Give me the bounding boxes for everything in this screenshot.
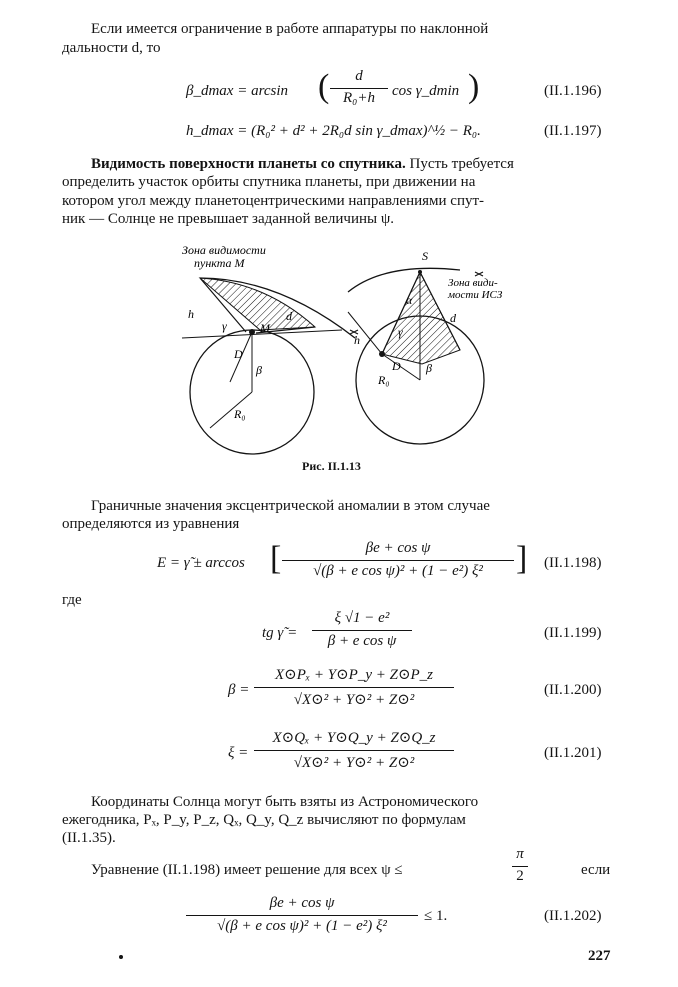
footer-dot (119, 955, 123, 959)
where-word: где (62, 592, 82, 608)
eq196-tail: cos γ_dmin (392, 83, 460, 99)
left-label-M: M (260, 321, 270, 335)
right-label-D: D (392, 359, 401, 373)
eq198-close-bracket: ] (516, 540, 528, 577)
figure-caption: Рис. II.1.13 (302, 459, 361, 473)
eq199-fraction-bar (312, 630, 412, 631)
left-zone-label-1: Зона видимости (182, 243, 266, 257)
eq202-denominator: √(β + e cos ψ)² + (1 − e²) ξ² (217, 918, 387, 934)
eq196-lhs: β_dmax = arcsin (186, 83, 289, 99)
eq196-numerator: d (355, 68, 363, 84)
eq201-number: (II.1.201) (544, 745, 602, 761)
paragraph-2-line-3: котором угол между планетоцентрическими направлениями спут- (62, 193, 485, 209)
right-point-S (418, 270, 422, 274)
eq201-fraction-bar (254, 750, 454, 751)
eq197-number: (II.1.197) (544, 123, 602, 139)
eq199-denominator: β + e cos ψ (327, 633, 397, 649)
eq201-lhs: ξ = (228, 745, 249, 761)
left-diagram (182, 243, 358, 454)
right-satellite-marker (475, 272, 483, 276)
right-label-d: d (450, 311, 456, 325)
eq198-denominator: √(β + e cos ψ)² + (1 − e²) ξ² (313, 563, 483, 579)
right-label-h: h (354, 333, 360, 347)
eq198-number: (II.1.198) (544, 555, 602, 571)
eq196-denominator: R₀+h (343, 90, 375, 106)
left-label-beta: β (256, 363, 262, 377)
paragraph-1-line-2: дальности d, то (62, 40, 161, 56)
paragraph-1-line-1: Если имеется ограничение в работе аппаратуры по наклонной (91, 21, 489, 37)
eq200-lhs: β = (228, 682, 250, 698)
eq201-numerator: X⊙Qₓ + Y⊙Q_y + Z⊙Q_z (272, 730, 436, 746)
paragraph-4-line-1: Координаты Солнца могут быть взяты из Астрономического (91, 794, 479, 810)
eq198-numerator: βe + cos ψ (365, 540, 431, 556)
right-zone-label-1: Зона види- (448, 277, 498, 289)
paragraph-4-line-3: (II.1.35). (62, 830, 116, 846)
left-label-R0: R₀ (234, 407, 246, 421)
right-orbit-arc (348, 268, 460, 292)
pi-numerator: π (516, 846, 524, 862)
paragraph-3-line-2: определяются из уравнения (62, 516, 240, 532)
left-label-D: D (234, 347, 243, 361)
pi-fraction-bar (512, 866, 528, 867)
eq200-numerator: X⊙Pₓ + Y⊙P_y + Z⊙P_z (274, 667, 434, 683)
eq202-numerator: βe + cos ψ (269, 895, 335, 911)
right-label-beta: β (426, 361, 432, 375)
eq196-close-paren: ) (468, 68, 480, 105)
paragraph-4-line-2: ежегодника, Pₓ, P_y, P_z, Qₓ, Q_y, Q_z вычисляют по формулам (62, 812, 466, 828)
left-point-M (249, 329, 255, 335)
paragraph-2-line-2: определить участок орбиты спутника планеты, при движении на (62, 174, 476, 190)
paragraph-2-line-1-rest: Пусть требуется (405, 156, 514, 172)
eq200-fraction-bar (254, 687, 454, 688)
eq196-number: (II.1.196) (544, 83, 602, 99)
eq200-number: (II.1.200) (544, 682, 602, 698)
eq199-number: (II.1.199) (544, 625, 602, 641)
page-number: 227 (588, 948, 611, 964)
right-surface-point (379, 351, 385, 357)
eq198-fraction-bar (282, 560, 514, 561)
eq202-rhs: ≤ 1. (424, 908, 448, 924)
eq199-numerator: ξ √1 − e² (334, 610, 390, 626)
paragraph-5-if: если (581, 862, 611, 878)
paragraph-3-line-1: Граничные значения эксцентрической аномалии в этом случае (91, 498, 490, 514)
paragraph-2-heading: Видимость поверхности планеты со спутника. (91, 156, 406, 172)
eq198-open-bracket: [ (270, 540, 282, 577)
pi-denominator: 2 (516, 868, 524, 884)
eq196-open-paren: ( (318, 68, 330, 105)
right-diagram (348, 249, 503, 444)
eq200-denominator: √X⊙² + Y⊙² + Z⊙² (293, 692, 415, 708)
paragraph-5-line-1: Уравнение (II.1.198) имеет решение для всех ψ ≤ (91, 862, 403, 878)
left-label-gamma: γ (222, 319, 227, 333)
right-label-gamma: γ (398, 325, 403, 339)
right-zone-label-2: мости ИСЗ (448, 289, 503, 301)
eq198-lhs: E = γ̃ ± arccos (157, 555, 245, 571)
eq202-fraction-bar (186, 915, 418, 916)
left-label-h: h (188, 307, 194, 321)
right-label-alpha: α (406, 293, 413, 307)
eq202-number: (II.1.202) (544, 908, 602, 924)
eq196-fraction-bar (330, 88, 388, 89)
right-label-R0: R₀ (378, 373, 390, 387)
eq197: h_dmax = (R₀² + d² + 2R₀d sin γ_dmax)^½ − R₀. (186, 123, 481, 139)
right-label-S: S (422, 249, 428, 263)
eq201-denominator: √X⊙² + Y⊙² + Z⊙² (293, 755, 415, 771)
eq199-lhs: tg γ̃ = (262, 625, 298, 641)
left-zone-label-2: пункта M (194, 256, 245, 270)
paragraph-2-line-1 (91, 156, 514, 173)
paragraph-2-line-4: ник — Солнце не превышает заданной величины ψ. (62, 211, 394, 227)
left-label-d: d (286, 309, 292, 323)
figure-ii-1-13 (160, 232, 530, 462)
left-radius-line (210, 392, 252, 428)
